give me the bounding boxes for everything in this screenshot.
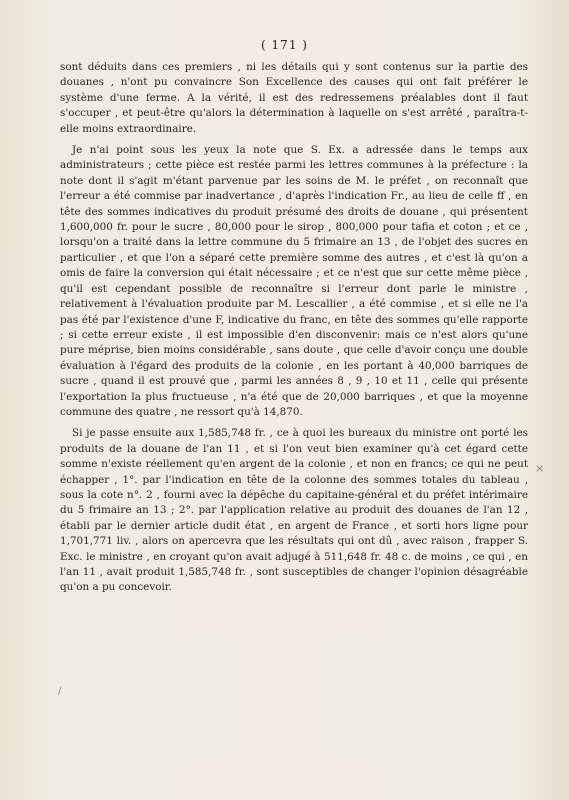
page-number: ( 171 ) — [261, 38, 308, 52]
paragraph-1: sont déduits dans ces premiers , ni les détails qui y sont contenus sur la partie des douanes , n'ont pu convaincre Son Excellence des causes qui ont fait préférer le système d'une ferme. A la vérité, il est des redressemens préalables dont il faut s'occuper , et peut-être qu'alors la détermination à laquelle on s'est arrêté , paraîtra-t-elle moins extraordinaire. — [60, 61, 528, 135]
margin-mark: × — [535, 462, 545, 475]
stray-mark: / — [58, 686, 62, 697]
paragraph-2: Je n'ai point sous les yeux la note que S. Ex. a adressée dans le temps aux administrateurs ; cette pièce est restée parmi les lettres communes à la préfecture : la note dont il s'agit m'étant parvenue par les soins de M. le préfet , on reconnaît que l'erreur a été commise par inadvertance , d'après l'indication Fr., au lieu de celle ff , en tête des sommes indicatives du produit présumé des droits de douane , qui présentent 1,600,000 fr. pour le sucre , 80,000 pour le sirop , 800,000 pour tafia et coton ; et ce , lorsqu'on a traité dans la lettre commune du 5 frimaire an 13 , de l'objet des sucres en particulier , et que l'on a séparé cette première somme des autres , et c'est là qu'on a omis de faire la conversion qui était nécessaire ; et ce n'est que sur cette même pièce , qu'il est cependant possible de reconnaître si l'erreur dont parle le ministre , relativement à l'évaluation produite par M. Lescallier , a été commise , et si elle ne l'a pas été par l'existence d'une F, indicative du franc, en tête des sommes qu'elle rapporte ; si cette erreur existe , il est impossible d'en disconvenir: mais ce n'est alors qu'une pure méprise, bien moins considérable , sans doute , que celle d'avoir conçu une double évaluation à l'égard des produits de la colonie , en les portant à 40,000 barriques de sucre , quand il est prouvé que , parmi les années 8 , 9 , 10 et 11 , celle qui présente l'exportation la plus fructueuse , n'a été que de 20,000 barriques , et que la moyenne commune des quatre , ne ressort qu'à 14,870. — [60, 144, 528, 418]
paragraph-3: Si je passe ensuite aux 1,585,748 fr. , ce à quoi les bureaux du ministre ont porté les produits de la douane de l'an 11 , et si l'on veut bien examiner qu'à cet égard cette somme n'existe réellement qu'en argent de la colonie , et non en francs; ce qui ne peut échapper , 1°. par l'indication en tête de la colonne des sommes totales du tableau , sous la cote n°. 2 , fourni avec la dépêche du capitaine-général et du préfet intérimaire du 5 frimaire an 13 ; 2°. par l'application relative au produit des douanes de l'an 12 , établi par le dernier article dudit état , en argent de France , et sorti hors ligne pour 1,701,771 liv. , alors on apercevra que les résultats qui ont dû , avec raison , frapper S. Exc. le ministre , en croyant qu'on avait adjugé à 511,648 fr. 48 c. de moins , ce qui , en l'an 11 , avait produit 1,585,748 fr. , sont susceptibles de changer l'opinion désagréable qu'on a pu concevoir. — [60, 427, 528, 594]
body-text — [60, 60, 528, 602]
